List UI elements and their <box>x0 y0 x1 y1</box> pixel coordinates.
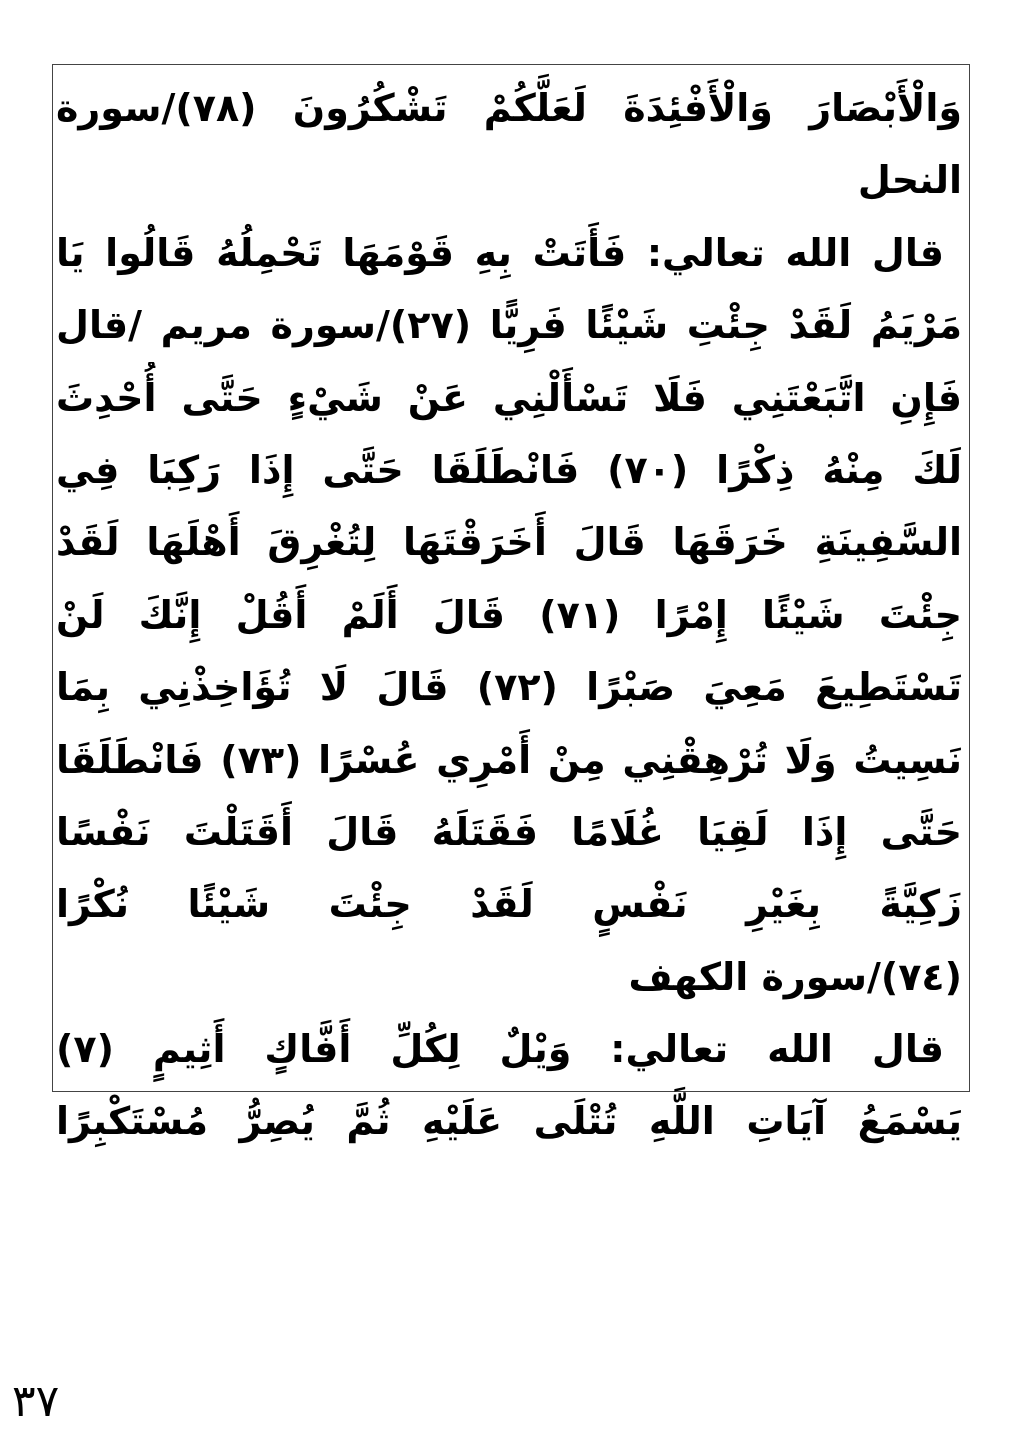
quran-text-block <box>56 72 962 1158</box>
text-line-12: زَكِيَّةً بِغَيْرِ نَفْسٍ لَقَدْ جِئْتَ شَيْئًا نُكْرًا <box>56 882 962 927</box>
text-line-2: النحل <box>857 158 962 203</box>
text-line-1: وَالْأَبْصَارَ وَالْأَفْئِدَةَ لَعَلَّكُمْ تَشْكُرُونَ (٧٨)/سورة <box>56 86 962 130</box>
text-line-10: نَسِيتُ وَلَا تُرْهِقْنِي مِنْ أَمْرِي عُسْرًا (٧٣) فَانْطَلَقَا <box>56 737 962 782</box>
text-line-6: لَكَ مِنْهُ ذِكْرًا (٧٠) فَانْطَلَقَا حَتَّى إِذَا رَكِبَا فِي <box>56 447 962 492</box>
text-line-8: جِئْتَ شَيْئًا إِمْرًا (٧١) قَالَ أَلَمْ أَقُلْ إِنَّكَ لَنْ <box>56 592 962 637</box>
text-line-3: قال الله تعالي: فَأَتَتْ بِهِ قَوْمَهَا تَحْمِلُهُ قَالُوا يَا <box>56 230 944 275</box>
page-number: ٣٧ <box>12 1376 60 1427</box>
text-line-5: فَإِنِ اتَّبَعْتَنِي فَلَا تَسْأَلْنِي عَنْ شَيْءٍ حَتَّى أُحْدِثَ <box>56 375 962 420</box>
text-line-9: تَسْتَطِيعَ مَعِيَ صَبْرًا (٧٢) قَالَ لَا تُؤَاخِذْنِي بِمَا <box>56 665 962 710</box>
text-line-7: السَّفِينَةِ خَرَقَهَا قَالَ أَخَرَقْتَهَا لِتُغْرِقَ أَهْلَهَا لَقَدْ <box>56 520 962 565</box>
text-line-15: يَسْمَعُ آيَاتِ اللَّهِ تُتْلَى عَلَيْهِ ثُمَّ يُصِرُّ مُسْتَكْبِرًا <box>56 1099 962 1144</box>
text-line-4: مَرْيَمُ لَقَدْ جِئْتِ شَيْئًا فَرِيًّا (٢٧)/سورة مريم /قال <box>56 303 962 348</box>
text-line-14: قال الله تعالي: وَيْلٌ لِكُلِّ أَفَّاكٍ أَثِيمٍ (٧) <box>56 1027 944 1072</box>
text-line-13: (٧٤)/سورة الكهف <box>628 954 962 999</box>
text-line-11: حَتَّى إِذَا لَقِيَا غُلَامًا فَقَتَلَهُ قَالَ أَقَتَلْتَ نَفْسًا <box>56 809 962 854</box>
